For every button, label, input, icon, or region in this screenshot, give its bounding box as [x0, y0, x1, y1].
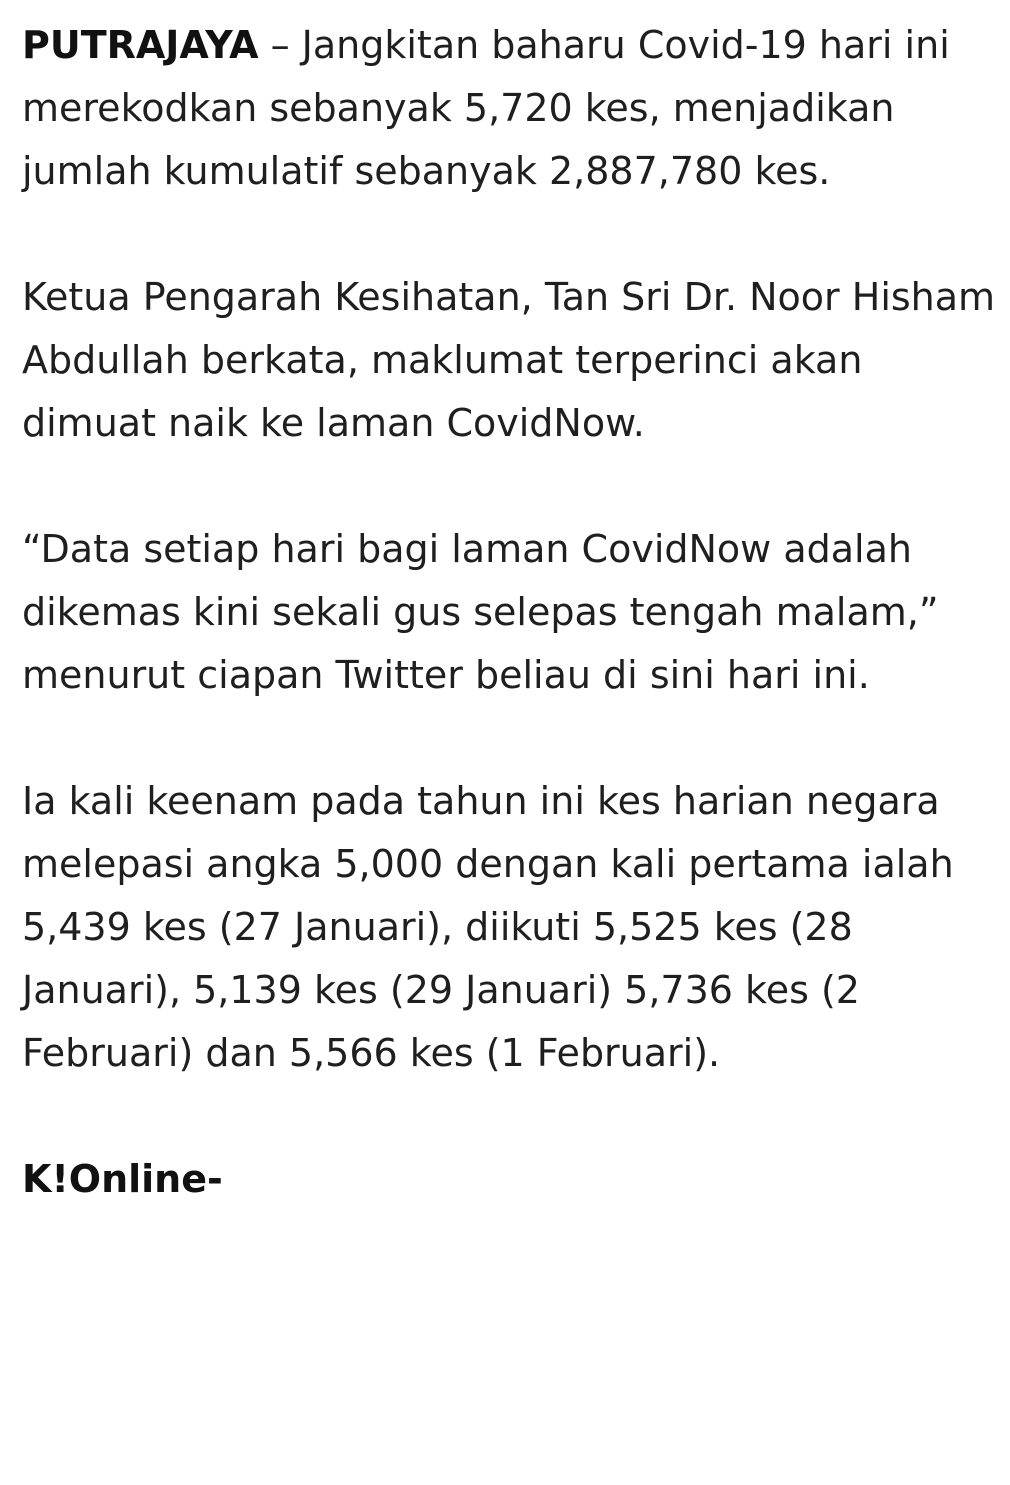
paragraph-1-text: – Jangkitan baharu Covid-19 hari ini merekodkan sebanyak 5,720 kes, menjadikan jumlah kumulatif sebanyak 2,887,780 kes.	[22, 23, 950, 193]
dateline: PUTRAJAYA	[22, 23, 259, 67]
article-signoff: K!Online-	[22, 1157, 223, 1201]
article-body	[22, 14, 1006, 1211]
article-paragraph-1	[22, 14, 1006, 203]
article-paragraph-2: Ketua Pengarah Kesihatan, Tan Sri Dr. Noor Hisham Abdullah berkata, maklumat terperinci akan dimuat naik ke laman CovidNow.	[22, 275, 996, 445]
article-paragraph-4: Ia kali keenam pada tahun ini kes harian negara melepasi angka 5,000 dengan kali pertama ialah 5,439 kes (27 Januari), diikuti 5,525 kes (28 Januari), 5,139 kes (29 Januari) 5,736 kes (2 Februari) dan 5,566 kes (1 Februari).	[22, 779, 954, 1075]
article-paragraph-3: “Data setiap hari bagi laman CovidNow adalah dikemas kini sekali gus selepas tengah malam,” menurut ciapan Twitter beliau di sini hari ini.	[22, 527, 939, 697]
